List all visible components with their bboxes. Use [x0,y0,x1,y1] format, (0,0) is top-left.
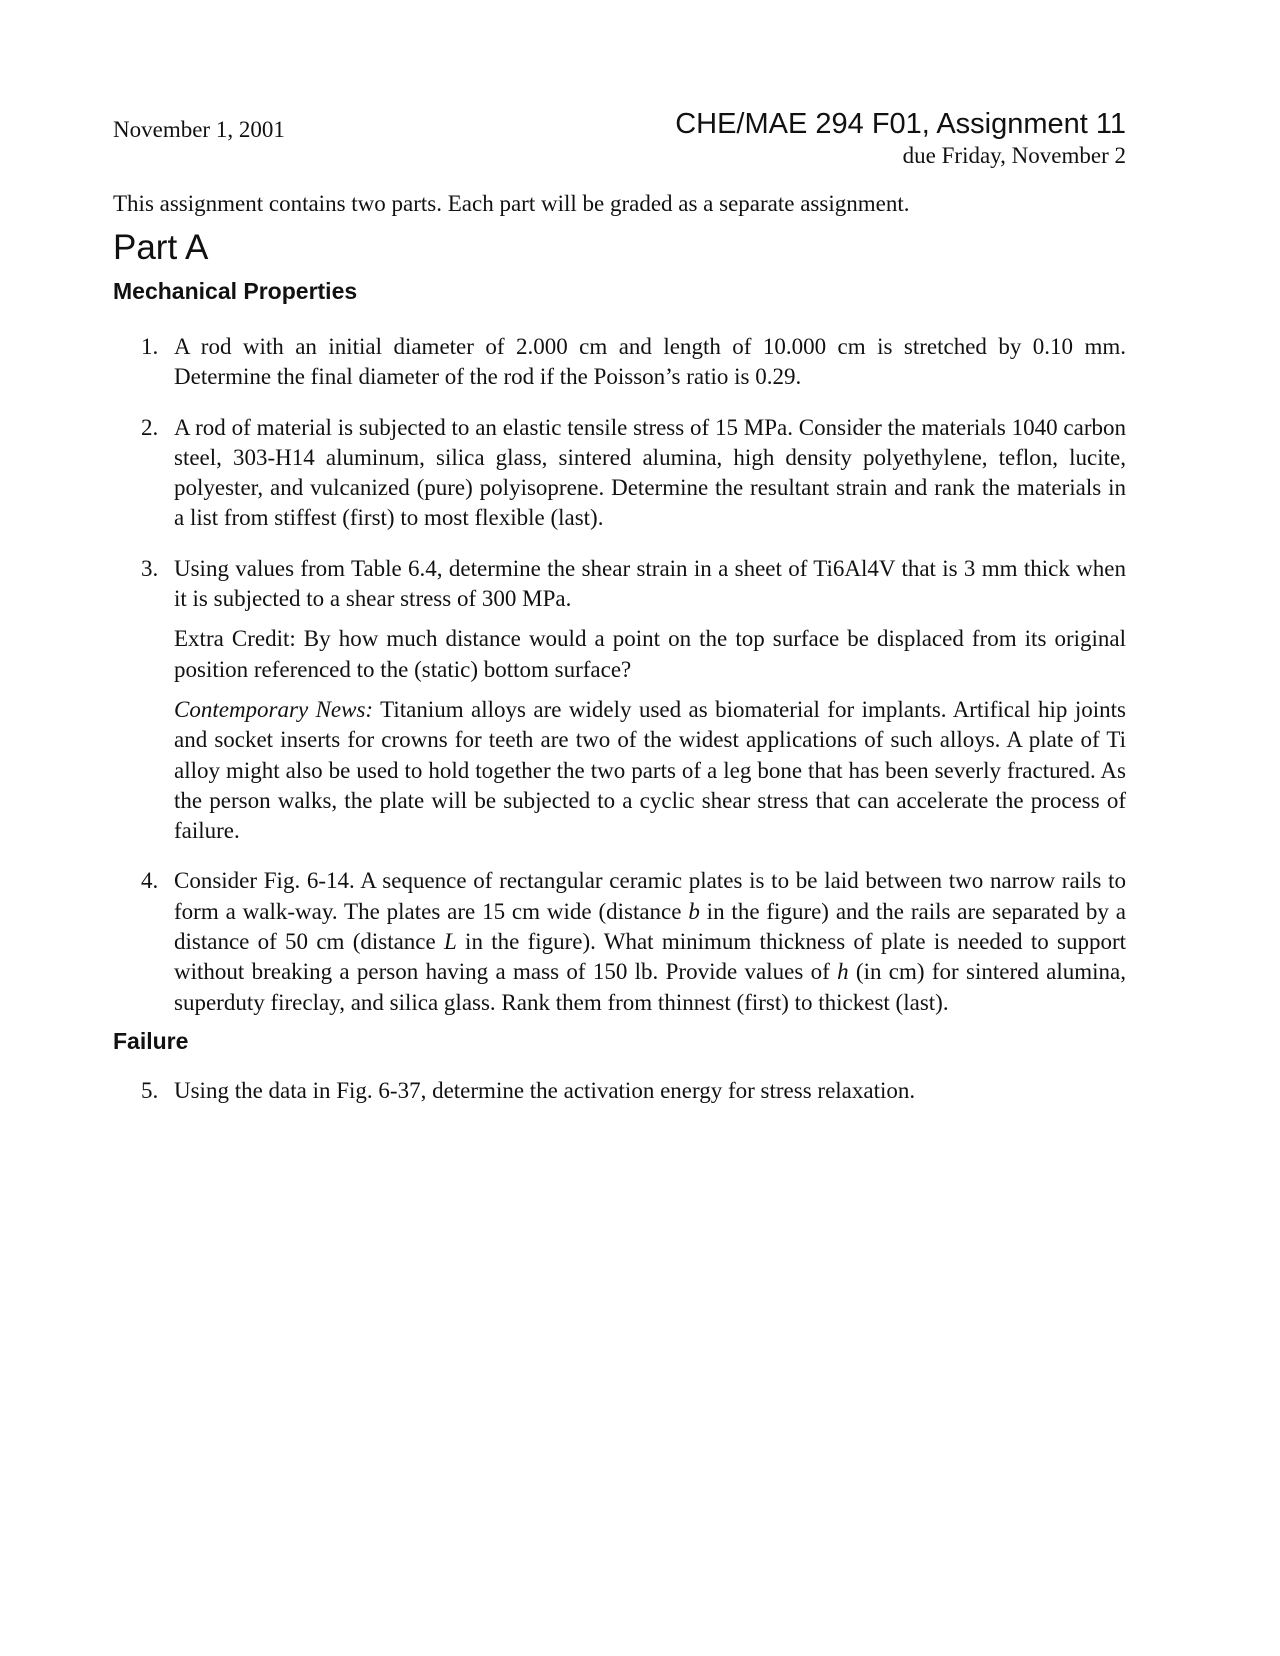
problem-text-part: in the figure) and the rails are separated by a distance of 50 cm (distance [174,898,1126,955]
problem-5 [113,1076,1126,1106]
problem-text: A rod of material is subjected to an elastic tensile stress of 15 MPa. Consider the materials 1040 carbon steel, 303-H14 aluminum, silica glass, sintered alumina, high density polyethylene, teflon, lucite, polyester, and vulcanized (pure) polyisoprene. Determine the resultant strain and rank the materials in a list from stiffest (first) to most flexible (last). [174,414,1126,531]
problem-text: Using values from Table 6.4, determine the shear strain in a sheet of Ti6Al4V that is 3 mm thick when it is subjected to a shear stress of 300 MPa. [174,555,1126,612]
date: November 1, 2001 [113,117,285,142]
problem-number: 1. [141,334,159,359]
problem-4 [113,866,1126,1017]
document-page [113,108,1126,1106]
problem-number: 2. [141,414,159,440]
problem-3 [113,554,1126,847]
variable-b: b [688,898,700,924]
problem-2 [113,413,1126,534]
due-date: due Friday, November 2 [902,143,1126,168]
problem-text-part: in the figure). What minimum thickness of plate is needed to support without breaking a person having a mass of 150 lb. Provide values of [174,929,1126,985]
variable-L: L [443,929,457,955]
problem-text-part: Consider Fig. 6-14. A sequence of rectangular ceramic plates is to be laid between two narrow rails to form a walk-way. The plates are 15 cm wide (distance [174,868,1126,924]
contemporary-news-label: Contemporary News: [174,696,374,722]
contemporary-news-text: Titanium alloys are widely used as biomaterial for implants. Artifical hip joints and socket inserts for crowns for teeth are two of the widest applications of such alloys. A plate of Ti alloy might also be used to hold together the two parts of a leg bone that has been severly fractured. As the person walks, the plate will be subjected to a cyclic shear stress that can accelerate the process of failure. [174,696,1126,844]
header [113,108,1126,142]
problem-text: Using the data in Fig. 6-37, determine the activation energy for stress relaxation. [174,1077,916,1103]
problem-text [174,866,1126,1017]
problem-number: 5. [141,1077,159,1103]
contemporary-news-paragraph [174,695,1126,846]
intro-text: This assignment contains two parts. Each part will be graded as a separate assignment. [113,191,910,216]
section-title-mechanical-properties: Mechanical Properties [113,278,358,304]
part-title: Part A [113,228,209,267]
extra-credit-text: Extra Credit: By how much distance would a point on the top surface be displaced from its original position referenced to the (static) bottom surface? [174,626,1126,682]
problem-number: 4. [141,868,159,894]
variable-h: h [837,959,849,985]
course-title: CHE/MAE 294 F01, Assignment 11 [675,108,1126,140]
section-title-failure: Failure [113,1027,189,1054]
problem-text-part: (in cm) for sintered alumina, superduty fireclay, and silica glass. Rank them from thinnest (first) to thickest (last). [174,959,1126,1015]
problem-1 [113,332,1126,393]
problem-text: A rod with an initial diameter of 2.000 cm and length of 10.000 cm is stretched by 0.10 mm. Determine the final diameter of the rod if the Poisson’s ratio is 0.29. [174,334,1126,390]
problem-number: 3. [141,555,159,581]
